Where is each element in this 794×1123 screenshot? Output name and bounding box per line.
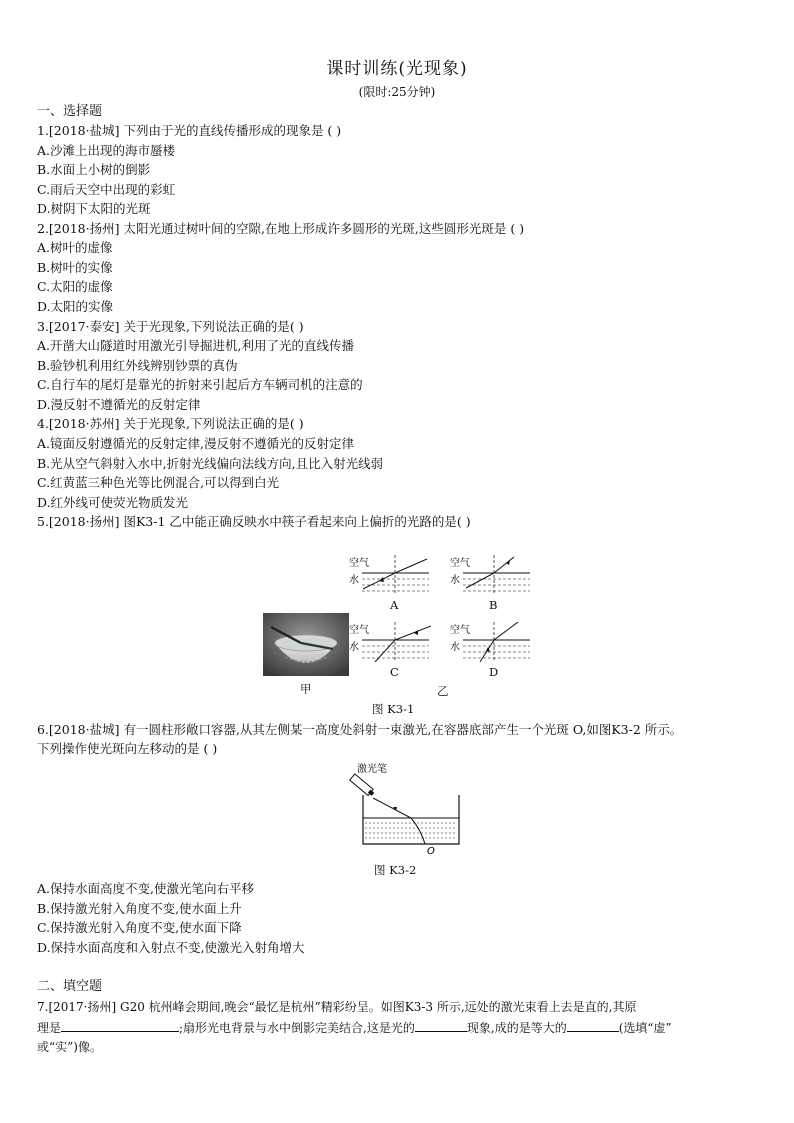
diagram-d bbox=[450, 622, 532, 662]
q5-stem: 5.[2018·扬州] 图K3-1 乙中能正确反映水中筷子看起来向上偏折的光路的是( ) bbox=[37, 514, 471, 529]
q6-option-a: A.保持水面高度不变,使激光笔向右平移 bbox=[37, 881, 254, 896]
q2-option-d: D.太阳的实像 bbox=[37, 299, 114, 314]
q7-blank-2[interactable] bbox=[415, 1019, 467, 1032]
q7-line2 bbox=[37, 1019, 672, 1036]
diagram-b bbox=[450, 555, 532, 595]
time-limit: (限时:25分钟) bbox=[358, 85, 436, 99]
q3-stem: 3.[2017·泰安] 关于光现象,下列说法正确的是( ) bbox=[37, 319, 304, 334]
q6-option-c: C.保持激光射入角度不变,使水面下降 bbox=[37, 920, 242, 935]
q7-text-b: ;扇形光电背景与水中倒影完美结合,这是光的 bbox=[179, 1021, 415, 1035]
fig-k3-1-yi-label: 乙 bbox=[437, 684, 449, 698]
q1-stem: 1.[2018·盐城] 下列由于光的直线传播形成的现象是 ( ) bbox=[37, 123, 342, 138]
q3-option-c: C.自行车的尾灯是靠光的折射来引起后方车辆司机的注意的 bbox=[37, 377, 363, 392]
bowl-photo bbox=[263, 613, 349, 676]
q7-blank-3[interactable] bbox=[567, 1019, 619, 1032]
q2-option-b: B.树叶的实像 bbox=[37, 260, 113, 275]
fig-k3-1-caption: 图 K3-1 bbox=[372, 702, 415, 716]
q6-option-d: D.保持水面高度和入射点不变,使激光入射角增大 bbox=[37, 940, 305, 955]
fig-k3-1-jia-label: 甲 bbox=[300, 682, 312, 696]
air-label: 空气 bbox=[450, 625, 470, 636]
q4-option-b: B.光从空气斜射入水中,折射光线偏向法线方向,且比入射光线弱 bbox=[37, 456, 384, 471]
section-title-choice: 一、选择题 bbox=[37, 104, 103, 119]
q7-text-d: (选填“虚” bbox=[618, 1021, 672, 1035]
q4-option-a: A.镜面反射遵循光的反射定律,漫反射不遵循光的反射定律 bbox=[37, 436, 354, 451]
water-label: 水 bbox=[349, 575, 359, 586]
q1-option-b: B.水面上小树的倒影 bbox=[37, 162, 151, 177]
laser-pen-label: 激光笔 bbox=[357, 764, 387, 775]
q2-option-c: C.太阳的虚像 bbox=[37, 279, 113, 294]
q7-text-a: 理是 bbox=[37, 1021, 62, 1035]
q7-line1: 7.[2017·扬州] G20 杭州峰会期间,晚会“最忆是杭州”精彩纷呈。如图K3-3 所示,远处的激光束看上去是直的,其原 bbox=[37, 1000, 637, 1014]
q6-option-b: B.保持激光射入角度不变,使水面上升 bbox=[37, 901, 242, 916]
q1-option-d: D.树阴下太阳的光斑 bbox=[37, 201, 151, 216]
q6-stem-line2: 下列操作使光斑向左移动的是 ( ) bbox=[37, 741, 218, 756]
water-label: 水 bbox=[450, 642, 460, 653]
option-label-a: A bbox=[390, 598, 399, 612]
q2-stem: 2.[2018·扬州] 太阳光通过树叶间的空隙,在地上形成许多圆形的光斑,这些圆形光斑是 ( ) bbox=[37, 221, 525, 236]
diagram-a bbox=[349, 555, 431, 595]
q7-text-c: 现象,成的是等大的 bbox=[466, 1021, 567, 1035]
q1-option-c: C.雨后天空中出现的彩虹 bbox=[37, 182, 176, 197]
air-label: 空气 bbox=[349, 558, 369, 569]
option-label-b: B bbox=[489, 598, 498, 612]
option-label-d: D bbox=[489, 665, 499, 679]
q2-option-a: A.树叶的虚像 bbox=[37, 240, 113, 255]
q7-line3: 或“实”)像。 bbox=[37, 1040, 102, 1054]
q7-blank-1[interactable] bbox=[61, 1019, 179, 1032]
q6-stem-line1: 6.[2018·盐城] 有一圆柱形敞口容器,从其左侧某一高度处斜射一束激光,在容器底部产生一个光斑 O,如图K3-2 所示。 bbox=[37, 722, 683, 737]
q3-option-d: D.漫反射不遵循光的反射定律 bbox=[37, 397, 201, 412]
air-label: 空气 bbox=[349, 625, 369, 636]
q3-option-a: A.开凿大山隧道时用激光引导掘进机,利用了光的直线传播 bbox=[37, 338, 354, 353]
q4-option-d: D.红外线可使荧光物质发光 bbox=[37, 495, 189, 510]
fig-k3-2-caption: 图 K3-2 bbox=[374, 863, 417, 877]
water-label: 水 bbox=[349, 642, 359, 653]
page-title: 课时训练(光现象) bbox=[326, 59, 468, 79]
section-title-fill: 二、填空题 bbox=[37, 979, 103, 994]
option-label-c: C bbox=[390, 665, 399, 679]
diagram-c bbox=[349, 622, 431, 662]
q1-option-a: A.沙滩上出现的海市蜃楼 bbox=[37, 143, 176, 158]
q3-option-b: B.验钞机利用红外线辨别钞票的真伪 bbox=[37, 358, 238, 373]
q4-stem: 4.[2018·苏州] 关于光现象,下列说法正确的是( ) bbox=[37, 416, 304, 431]
q4-option-c: C.红黄蓝三种色光等比例混合,可以得到白光 bbox=[37, 475, 280, 490]
spot-o-label: O bbox=[427, 846, 435, 856]
water-label: 水 bbox=[450, 575, 460, 586]
fig-k3-2-container-diagram bbox=[335, 760, 465, 856]
air-label: 空气 bbox=[450, 558, 470, 569]
